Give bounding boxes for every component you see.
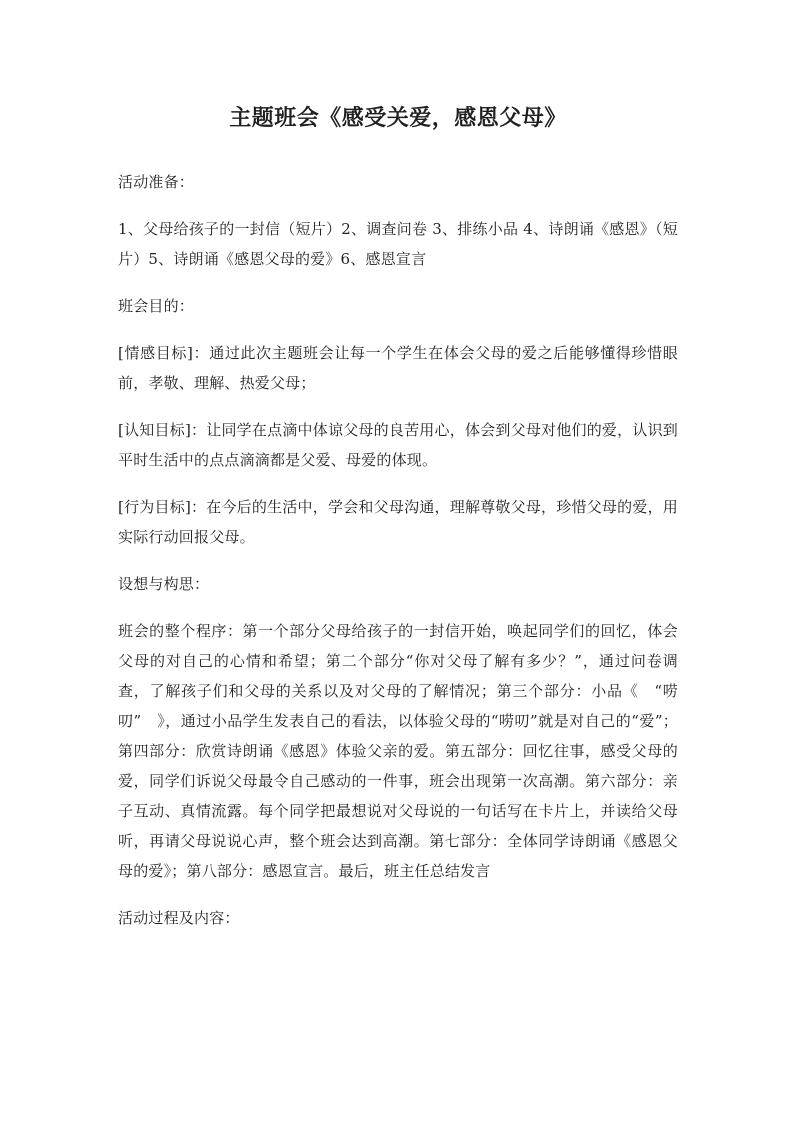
document-title: 主题班会《感受关爱，感恩父母》 [229, 105, 567, 131]
activity-process-heading: 活动过程及内容： [118, 909, 240, 927]
meeting-purpose-heading: 班会目的： [118, 297, 195, 315]
cognitive-goal-paragraph: [认知目标]：让同学在点滴中体谅父母的良苦用心，体会到父母对他们的爱，认识到平时生活中的点点滴滴都是父爱、母爱的体现。 [118, 421, 678, 469]
emotional-goal-paragraph: [情感目标]：通过此次主题班会让每一个学生在体会父母的爱之后能够懂得珍惜眼前，孝敬、理解、热爱父母； [118, 344, 678, 392]
behavioral-goal-paragraph: [行为目标]：在今后的生活中，学会和父母沟通，理解尊敬父母，珍惜父母的爱，用实际行动回报父母。 [118, 498, 678, 546]
activity-prep-heading: 活动准备： [118, 173, 195, 191]
concept-paragraph: 班会的整个程序：第一个部分父母给孩子的一封信开始，唤起同学们的回忆，体会父母的对自己的心情和希望；第二个部分“你对父母了解有多少？”，通过问卷调查，了解孩子们和父母的关系以及对父母的了解情况；第三个部分：小品《 “唠叨” 》，通过小品学生发表自己的看法，以体验父母的“唠叨”就是对自己的“爱”；第四部分：欣赏诗朗诵《感恩》体验父亲的爱。第五部分：回忆往事，感受父母的爱，同学们诉说父母最令自己感动的一件事，班会出现第一次高潮。第六部分：亲子互动、真情流露。每个同学把最想说对父母说的一句话写在卡片上，并读给父母听，再请父母说说心声，整个班会达到高潮。第七部分：全体同学诗朗诵《感恩父母的爱》；第八部分：感恩宣言。最后，班主任总结发言 [118, 622, 678, 880]
activity-prep-paragraph: 1、父母给孩子的一封信（短片）2、调查问卷 3、排练小品 4、诗朗诵《感恩》（短片）5、诗朗诵《感恩父母的爱》6、感恩宣言 [118, 220, 678, 268]
document-page [118, 103, 678, 950]
concept-heading: 设想与构思： [118, 575, 210, 593]
